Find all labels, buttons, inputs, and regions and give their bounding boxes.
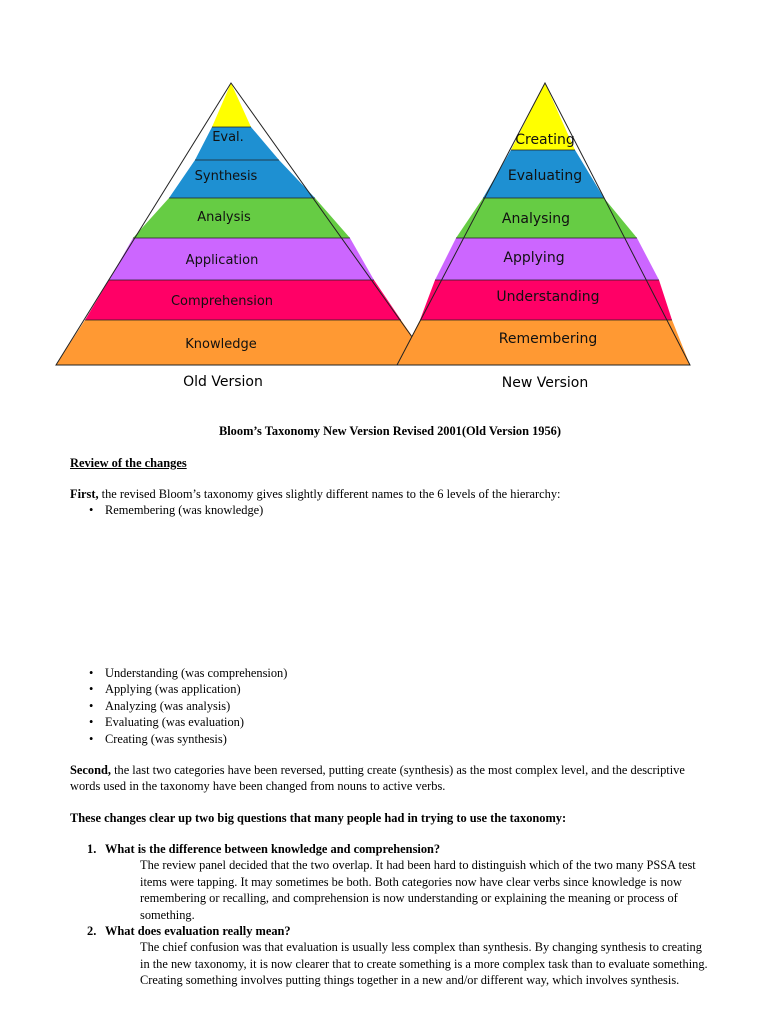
- pyr-old-label: Knowledge: [185, 337, 257, 352]
- first-lead: First,: [70, 487, 99, 501]
- questions-list: [70, 841, 710, 989]
- pyr-new-caption: New Version: [501, 375, 589, 391]
- second-paragraph: [70, 762, 710, 795]
- list-item: • Creating (was synthesis): [70, 731, 287, 747]
- pyr-new-label: Understanding: [496, 289, 600, 305]
- question-item: [70, 923, 710, 989]
- pyr-old-label: Eval.: [212, 130, 244, 145]
- list-item: • Remembering (was knowledge): [70, 502, 263, 518]
- pyr-old-caption: Old Version: [183, 374, 263, 390]
- list-item: • Evaluating (was evaluation): [70, 714, 287, 730]
- list-item: • Applying (was application): [70, 681, 287, 697]
- pyr-new-label: Creating: [515, 132, 575, 148]
- bullet-list-bottom: [70, 665, 287, 747]
- second-lead: Second,: [70, 763, 111, 777]
- taxonomy-pyramids-figure: [0, 0, 768, 410]
- question-answer: The chief confusion was that evaluation is usually less complex than synthesis. By changing synthesis to creating in the new taxonomy, it is now clearer that to create something is a more complex task than to evaluate something. Creating something involves putting things together in a new and/or different way, which involves synthesis.: [140, 940, 708, 988]
- question-title: What does evaluation really mean?: [105, 924, 291, 939]
- question-number: 1.: [87, 842, 97, 856]
- pyr-old-label: Comprehension: [170, 294, 274, 309]
- pyr-new-label: Analysing: [501, 211, 571, 227]
- question-item: [70, 841, 710, 923]
- new-version-pyramid: [397, 83, 690, 391]
- first-paragraph: [70, 486, 710, 502]
- question-answer: The review panel decided that the two overlap. It had been hard to distinguish which of the two many PSSA test items were tapping. It may sometimes be both. Both categories now have clear verbs since knowledge is now remembering or recalling, and comprehension is now understanding or explaining the meaning or process of something.: [140, 858, 696, 922]
- pyr-old-label: Application: [185, 253, 259, 268]
- list-item: • Understanding (was comprehension): [70, 665, 287, 681]
- second-text: the last two categories have been reversed, putting create (synthesis) as the most complex level, and the descriptive words used in the taxonomy have been changed from nouns to active verbs.: [70, 763, 685, 794]
- old-version-pyramid: [56, 83, 432, 390]
- figure-caption: Bloom’s Taxonomy New Version Revised 2001(Old Version 1956): [218, 424, 562, 438]
- question-number: 2.: [87, 924, 97, 939]
- pyr-old-label: Synthesis: [194, 169, 258, 184]
- first-text: the revised Bloom’s taxonomy gives slightly different names to the 6 levels of the hierarchy:: [98, 487, 561, 501]
- list-item: • Analyzing (was analysis): [70, 698, 287, 714]
- bullet-list-top: [70, 502, 263, 518]
- section-heading: Review of the changes: [70, 456, 187, 470]
- pyr-old-label: Analysis: [197, 210, 251, 225]
- pyr-new-label: Applying: [503, 250, 565, 266]
- questions-intro: These changes clear up two big questions that many people had in trying to use the taxonomy:: [70, 811, 567, 825]
- pyr-new-label: Evaluating: [507, 168, 583, 184]
- question-title: What is the difference between knowledge and comprehension?: [105, 842, 441, 856]
- pyr-new-label: Remembering: [498, 331, 598, 347]
